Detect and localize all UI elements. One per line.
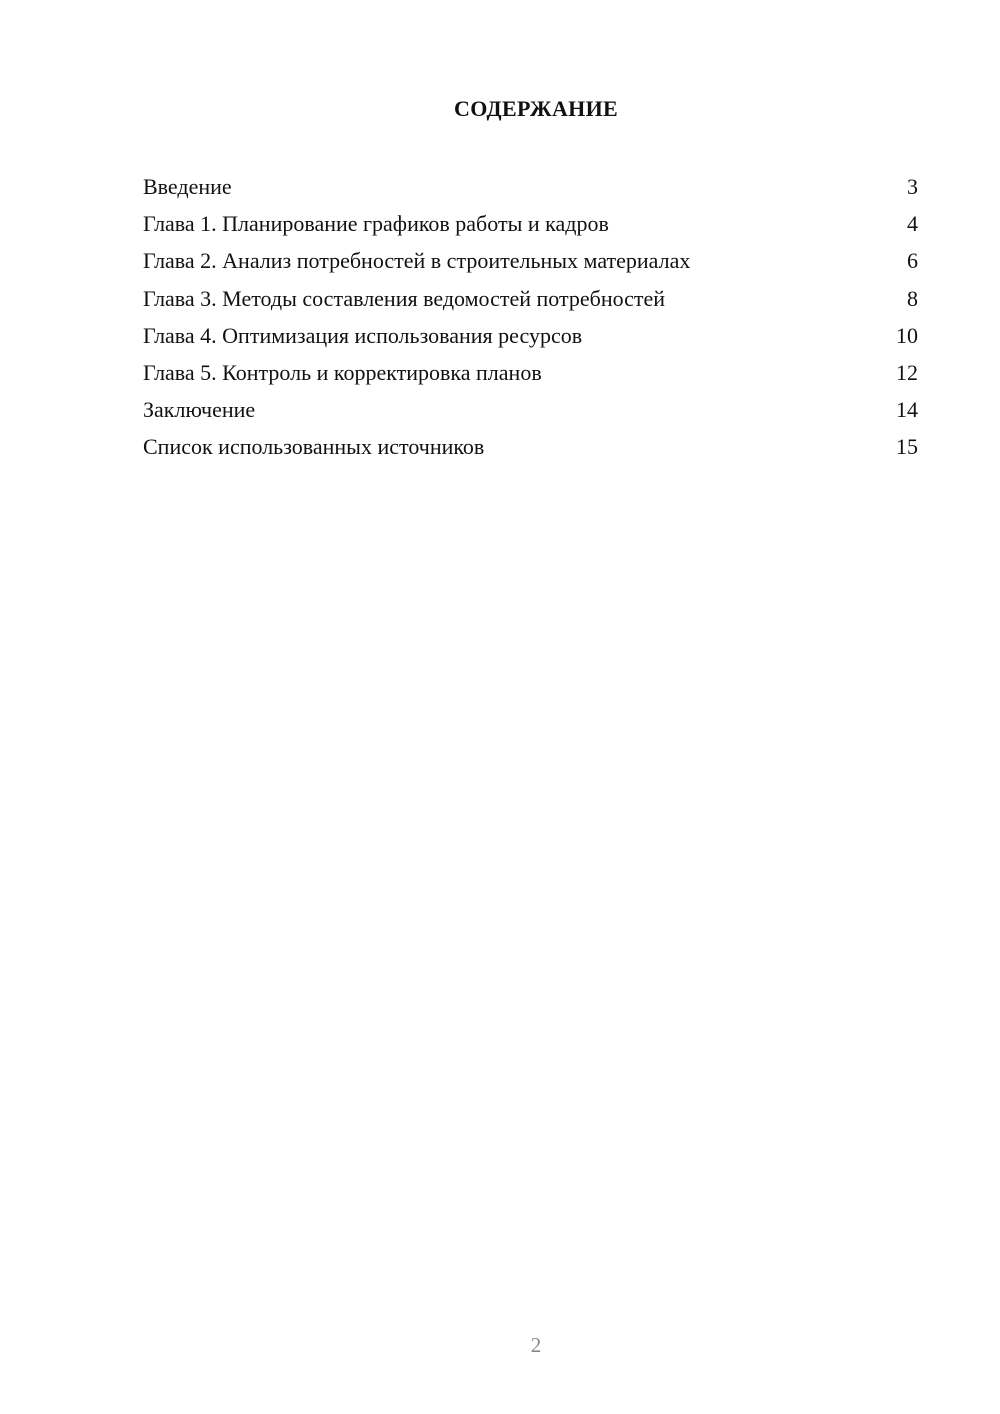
toc-entry[interactable] [143,205,918,242]
toc-entry-page: 6 [907,248,918,274]
toc-entry-title: Введение [143,174,232,199]
toc-entry-title: Глава 4. Оптимизация использования ресурсов [143,322,583,348]
toc-entry-page: 15 [896,434,918,460]
toc-entry-page: 12 [896,359,918,385]
toc-entry-page: 14 [896,397,918,423]
toc-entry[interactable] [143,354,918,391]
toc-entry-title: Заключение [143,397,256,423]
toc-entry-title: Глава 2. Анализ потребностей в строительных материалах [143,248,691,274]
toc-entry-title: Глава 3. Методы составления ведомостей потребностей [143,285,666,311]
page-number: 2 [530,1333,542,1357]
toc-entry[interactable] [143,168,918,205]
toc-entry[interactable] [143,317,918,354]
toc-entry[interactable] [143,428,918,465]
toc-entry-title: Список использованных источников [143,434,485,460]
toc-entry-page: 4 [907,211,918,237]
toc-entry[interactable] [143,391,918,428]
toc-entry[interactable] [143,242,918,279]
toc-entry-page: 10 [896,322,918,348]
toc-list [143,168,918,466]
toc-heading: СОДЕРЖАНИЕ [454,96,618,121]
toc-entry[interactable] [143,280,918,317]
toc-entry-page: 8 [907,285,918,311]
toc-entry-title: Глава 1. Планирование графиков работы и кадров [143,211,609,237]
toc-entry-title: Глава 5. Контроль и корректировка планов [143,359,542,385]
toc-entry-page: 3 [907,174,918,199]
